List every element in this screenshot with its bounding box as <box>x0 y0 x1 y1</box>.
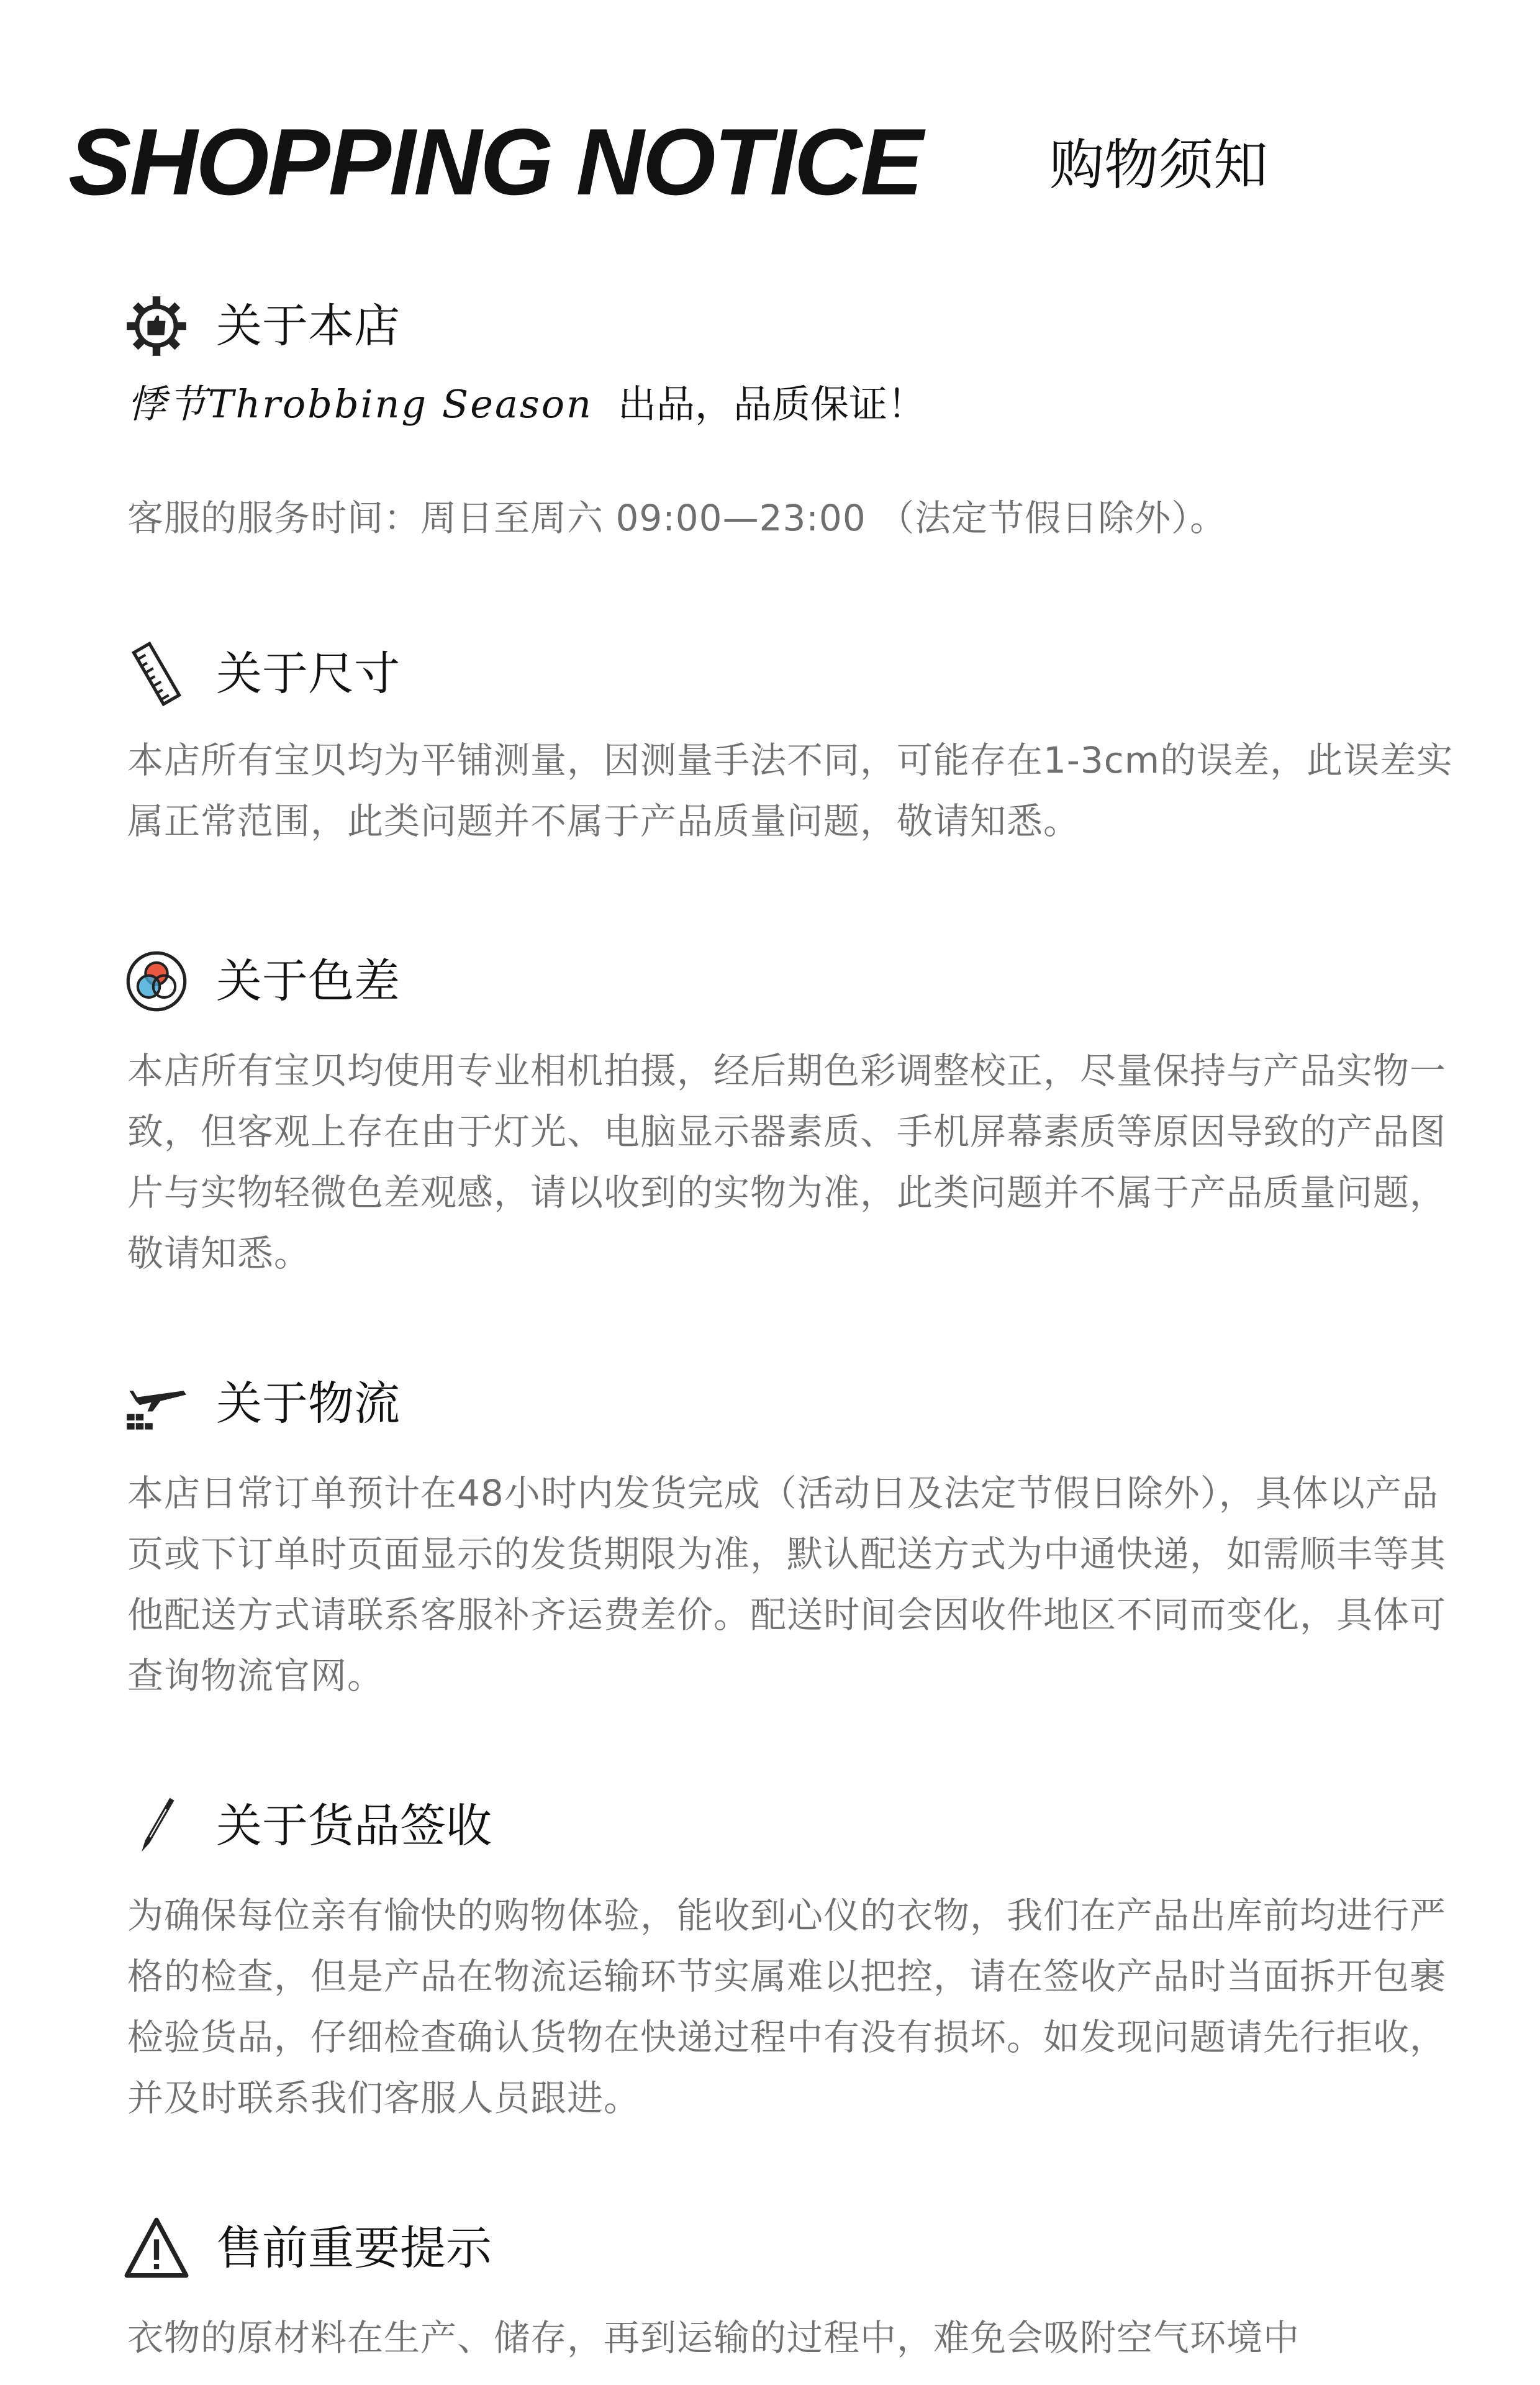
paragraph-receipt: 为确保每位亲有愉快的购物体验，能收到心仪的衣物，我们在产品出库前均进行严格的检查，但是产品在物流运输环节实属难以把控，请在签收产品时当面拆开包裹检验货品，仔细检查确认货物在快递过程中有没有损坏。如发现问题请先行拒收，并及时联系我们客服人员跟进。 <box>127 1894 1447 2119</box>
section-logistics-header <box>124 1366 400 1441</box>
brand-quality-claim: 出品，品质保证！ <box>618 381 926 427</box>
paragraph-color: 本店所有宝贝均使用专业相机拍摄，经后期色彩调整校正，尽量保持与产品实物一致，但客观上存在由于灯光、电脑显示器素质、手机屏幕素质等原因导致的产品图片与实物轻微色差观感，请以收到的实物为准，此类问题并不属于产品质量问题，敬请知悉。 <box>127 1050 1447 1274</box>
section-title-color: 关于色差 <box>216 955 400 1008</box>
section-receipt-header <box>124 1789 492 1863</box>
page-title-chinese: 购物须知 <box>1049 133 1269 197</box>
paragraph-size: 本店所有宝贝均为平铺测量，因测量手法不同，可能存在1-3cm的误差，此误差实属正常范围，此类问题并不属于产品质量问题，敬请知悉。 <box>127 739 1454 842</box>
brand-statement <box>127 381 926 427</box>
section-title-important: 售前重要提示 <box>216 2222 492 2275</box>
section-about-store-header <box>124 289 400 363</box>
section-color-header <box>124 944 400 1019</box>
paragraph-service-hours: 客服的服务时间：周日至周六 09:00—23:00 （法定节假日除外）。 <box>127 497 1227 539</box>
color-circles-icon <box>124 949 189 1014</box>
warning-icon <box>124 2216 189 2281</box>
airplane-cargo-icon <box>124 1371 189 1436</box>
section-size-header <box>124 637 400 711</box>
ruler-icon <box>124 642 189 706</box>
section-title-receipt: 关于货品签收 <box>216 1799 492 1853</box>
section-important-header <box>124 2211 492 2286</box>
section-title-size: 关于尺寸 <box>216 647 400 701</box>
section-title-logistics: 关于物流 <box>216 1377 400 1430</box>
brand-name: 悸节Throbbing Season <box>127 381 593 427</box>
section-title-about-store: 关于本店 <box>216 299 400 353</box>
page-title-english: SHOPPING NOTICE <box>68 109 922 215</box>
paragraph-logistics: 本店日常订单预计在48小时内发货完成（活动日及法定节假日除外），具体以产品页或下订单时页面显示的发货期限为准，默认配送方式为中通快递，如需顺丰等其他配送方式请联系客服补齐运费差价。配送时间会因收件地区不同而变化，具体可查询物流官网。 <box>127 1472 1447 1697</box>
gear-icon <box>124 294 189 358</box>
pen-icon <box>124 1794 189 1858</box>
paragraph-important: 衣物的原材料在生产、储存，再到运输的过程中，难免会吸附空气环境中 <box>127 2317 1300 2359</box>
